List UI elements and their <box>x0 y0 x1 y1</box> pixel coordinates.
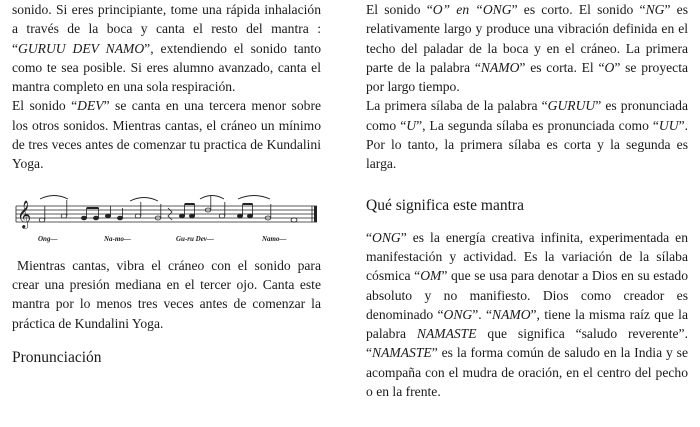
text-span: El sonido “ <box>366 2 433 17</box>
text-span: “ <box>366 229 373 245</box>
text-span: sonido. Si eres principiante, tome una rápida inhalación a través de la boca y canta el resto del mantra : “ <box>12 2 321 56</box>
mantra-text: DEV <box>77 98 104 114</box>
mantra-text: NG <box>645 2 665 17</box>
heading-significado: Qué significa este mantra <box>366 196 524 214</box>
mantra-text: GURUU DEV NAMO <box>18 40 145 56</box>
text-span: ”. “ <box>472 306 492 322</box>
paragraph-breathing <box>12 0 321 96</box>
music-notation <box>12 186 321 242</box>
mantra-text: ONG <box>443 306 473 322</box>
left-column <box>12 0 321 368</box>
lyric-guru-dev: Gu-ru Dev— <box>176 234 214 243</box>
text-span: ” es corto. El sonido “ <box>511 2 646 17</box>
mantra-text: ONG <box>372 229 401 245</box>
text-span: El sonido “ <box>12 98 78 114</box>
mantra-text: U <box>406 117 417 133</box>
heading-pronunciacion: Pronunciación <box>12 348 102 366</box>
mantra-text: O” en “ONG <box>432 2 512 17</box>
paragraph-ong-sound <box>366 0 688 96</box>
lyric-namo: Na-mo— <box>104 234 131 243</box>
mantra-text: NAMASTE <box>372 345 432 361</box>
paragraph-guruu-syllables <box>366 96 688 173</box>
lyric-namo-final: Namo— <box>262 234 287 243</box>
mantra-text: UU <box>658 117 679 133</box>
svg-text:𝄞: 𝄞 <box>17 199 32 228</box>
text-span: ” es relativamente largo y produce una vibración definida en el techo del paladar de la boca y en el cráneo. La primera parte de la palabra “ <box>366 2 688 75</box>
text-span: ”, tiene la misma raíz que la palabra <box>366 306 688 342</box>
text-span: ”, extendiendo el sonido tanto como te sea posible. Si eres alumno avanzado, canta el mantra completo en una sola respiración. <box>12 40 321 95</box>
text-span: ” se canta en una tercera menor sobre los otros sonidos. Mientras cantas, el cráneo un mínimo de tres veces antes de comenzar tu practica de Kundalini Yoga. <box>12 98 322 172</box>
text-span: ” es la forma común de saludo en la India y se acompaña con el mudra de oración, en el centro del pecho o en la frente. <box>366 345 688 400</box>
mantra-text: GURUU <box>547 98 596 114</box>
mantra-text: OM <box>420 268 442 284</box>
text-span: La primera sílaba de la palabra “ <box>366 98 548 114</box>
paragraph-meaning <box>366 228 688 402</box>
mantra-text: NAMASTE <box>416 326 477 342</box>
text-span: ” es la energía creativa infinita, experimentada en manifestación y actividad. Es la variación de la sílaba cósmica “ <box>366 229 688 284</box>
lyric-ong: Ong— <box>38 234 58 243</box>
text-span: ”. Por lo tanto, la primera sílaba es corta y la segunda es larga. <box>366 117 688 172</box>
paragraph-vibrate: Mientras cantas, vibra el cráneo con el sonido para crear una presión mediana en el tercer ojo. Canta este mantra por lo menos tres veces antes de comenzar la práctica de Kundalini Yoga. <box>12 257 321 331</box>
text-span: ” es corta. El “ <box>519 59 605 75</box>
right-column <box>366 0 688 401</box>
paragraph-dev <box>12 96 321 173</box>
text-span: ” que se usa para denotar a Dios en su estado absoluto y no manifiesto. Dios como creador es denominado “ <box>366 268 688 322</box>
text-span: ” se proyecta por largo tiempo. <box>366 59 689 95</box>
mantra-text: NAMO <box>492 306 531 322</box>
text-span: que significa “saludo reverente”. “ <box>366 326 688 361</box>
mantra-text: O <box>604 59 615 75</box>
text-span: ” es pronunciada como “ <box>366 98 688 133</box>
text-span: ”, La segunda sílaba es pronunciada como “ <box>416 117 659 133</box>
mantra-text: NAMO <box>480 59 520 75</box>
